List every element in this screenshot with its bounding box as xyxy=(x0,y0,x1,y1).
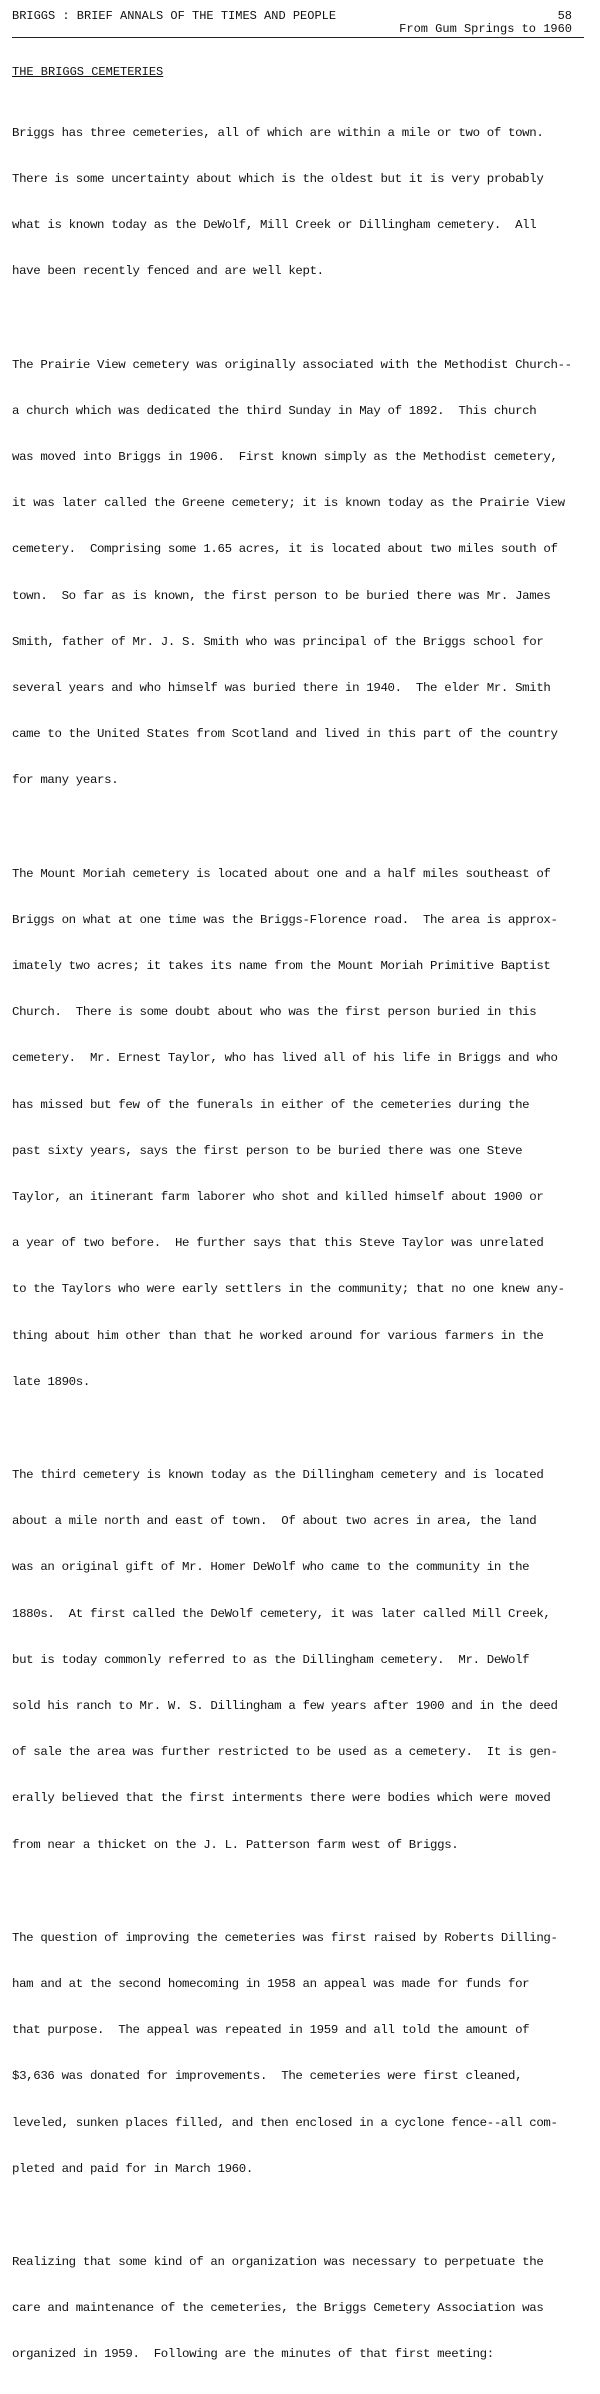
text-line: of sale the area was further restricted to be used as a cemetery. It is gen- xyxy=(12,1745,558,1760)
text-line: it was later called the Greene cemetery; it is known today as the Prairie View xyxy=(12,496,565,511)
text-line: 1880s. At first called the DeWolf cemetery, it was later called Mill Creek, xyxy=(12,1606,551,1621)
text-line: but is today commonly referred to as the Dillingham cemetery. Mr. DeWolf xyxy=(12,1652,530,1667)
text-line: a church which was dedicated the third Sunday in May of 1892. This church xyxy=(12,403,537,418)
page-number: 58 xyxy=(557,9,572,23)
text-line: organized in 1959. Following are the minutes of that first meeting: xyxy=(12,2347,494,2362)
header-rule xyxy=(12,37,584,38)
text-line: has missed but few of the funerals in either of the cemeteries during the xyxy=(12,1097,530,1112)
text-line: to the Taylors who were early settlers in the community; that no one knew any- xyxy=(12,1282,565,1297)
text-line: The Prairie View cemetery was originally associated with the Methodist Church-- xyxy=(12,357,572,372)
paragraph-4 xyxy=(12,1437,592,1884)
text-line: imately two acres; it takes its name from the Mount Moriah Primitive Baptist xyxy=(12,958,551,973)
text-line: sold his ranch to Mr. W. S. Dillingham a few years after 1900 and in the deed xyxy=(12,1699,558,1714)
paragraph-5 xyxy=(12,1900,592,2208)
text-line: was an original gift of Mr. Homer DeWolf who came to the community in the xyxy=(12,1560,530,1575)
running-header xyxy=(12,10,592,36)
text-line: a year of two before. He further says that this Steve Taylor was unrelated xyxy=(12,1236,544,1251)
paragraph-6 xyxy=(12,2224,592,2393)
text-line: Church. There is some doubt about who was the first person buried in this xyxy=(12,1005,537,1020)
section-title: THE BRIGGS CEMETERIES xyxy=(12,65,164,79)
text-line: came to the United States from Scotland and lived in this part of the country xyxy=(12,727,558,742)
text-line: $3,636 was donated for improvements. The cemeteries were first cleaned, xyxy=(12,2069,523,2084)
paragraph-2 xyxy=(12,327,592,820)
running-header-subtitle: From Gum Springs to 1960 xyxy=(399,22,572,36)
text-line: have been recently fenced and are well kept. xyxy=(12,264,324,279)
text-line: thing about him other than that he worked around for various farmers in the xyxy=(12,1328,544,1343)
text-line: Taylor, an itinerant farm laborer who shot and killed himself about 1900 or xyxy=(12,1190,544,1205)
text-line: Briggs has three cemeteries, all of which are within a mile or two of town. xyxy=(12,125,544,140)
text-line: that purpose. The appeal was repeated in 1959 and all told the amount of xyxy=(12,2023,530,2038)
running-header-title: BRIGGS : BRIEF ANNALS OF THE TIMES AND PEOPLE xyxy=(12,9,337,23)
text-line: The third cemetery is known today as the Dillingham cemetery and is located xyxy=(12,1467,544,1482)
text-line: care and maintenance of the cemeteries, the Briggs Cemetery Association was xyxy=(12,2301,544,2316)
text-line: from near a thicket on the J. L. Patterson farm west of Briggs. xyxy=(12,1837,459,1852)
text-line: was moved into Briggs in 1906. First known simply as the Methodist cemetery, xyxy=(12,449,558,464)
text-line: The Mount Moriah cemetery is located about one and a half miles southeast of xyxy=(12,866,551,881)
text-line: for many years. xyxy=(12,773,119,788)
text-line: Smith, father of Mr. J. S. Smith who was principal of the Briggs school for xyxy=(12,634,544,649)
text-line: leveled, sunken places filled, and then enclosed in a cyclone fence--all com- xyxy=(12,2115,558,2130)
text-line: what is known today as the DeWolf, Mill Creek or Dillingham cemetery. All xyxy=(12,218,537,233)
text-line: past sixty years, says the first person to be buried there was one Steve xyxy=(12,1143,523,1158)
text-line: cemetery. Mr. Ernest Taylor, who has lived all of his life in Briggs and who xyxy=(12,1051,558,1066)
text-line: several years and who himself was buried there in 1940. The elder Mr. Smith xyxy=(12,681,551,696)
text-line: erally believed that the first interments there were bodies which were moved xyxy=(12,1791,551,1806)
document-page xyxy=(12,10,592,2394)
text-line: The question of improving the cemeteries was first raised by Roberts Dilling- xyxy=(12,1930,558,1945)
text-line: Briggs on what at one time was the Briggs-Florence road. The area is approx- xyxy=(12,912,558,927)
text-line: pleted and paid for in March 1960. xyxy=(12,2161,253,2176)
text-line: town. So far as is known, the first person to be buried there was Mr. James xyxy=(12,588,551,603)
text-line: Realizing that some kind of an organization was necessary to perpetuate the xyxy=(12,2254,544,2269)
running-header-right xyxy=(399,10,572,36)
text-line: late 1890s. xyxy=(12,1374,90,1389)
paragraph-1 xyxy=(12,95,592,311)
text-line: cemetery. Comprising some 1.65 acres, it is located about two miles south of xyxy=(12,542,558,557)
text-line: ham and at the second homecoming in 1958 an appeal was made for funds for xyxy=(12,1976,530,1991)
text-line: about a mile north and east of town. Of about two acres in area, the land xyxy=(12,1514,537,1529)
paragraph-3 xyxy=(12,836,592,1421)
text-line: There is some uncertainty about which is the oldest but it is very probably xyxy=(12,172,544,187)
